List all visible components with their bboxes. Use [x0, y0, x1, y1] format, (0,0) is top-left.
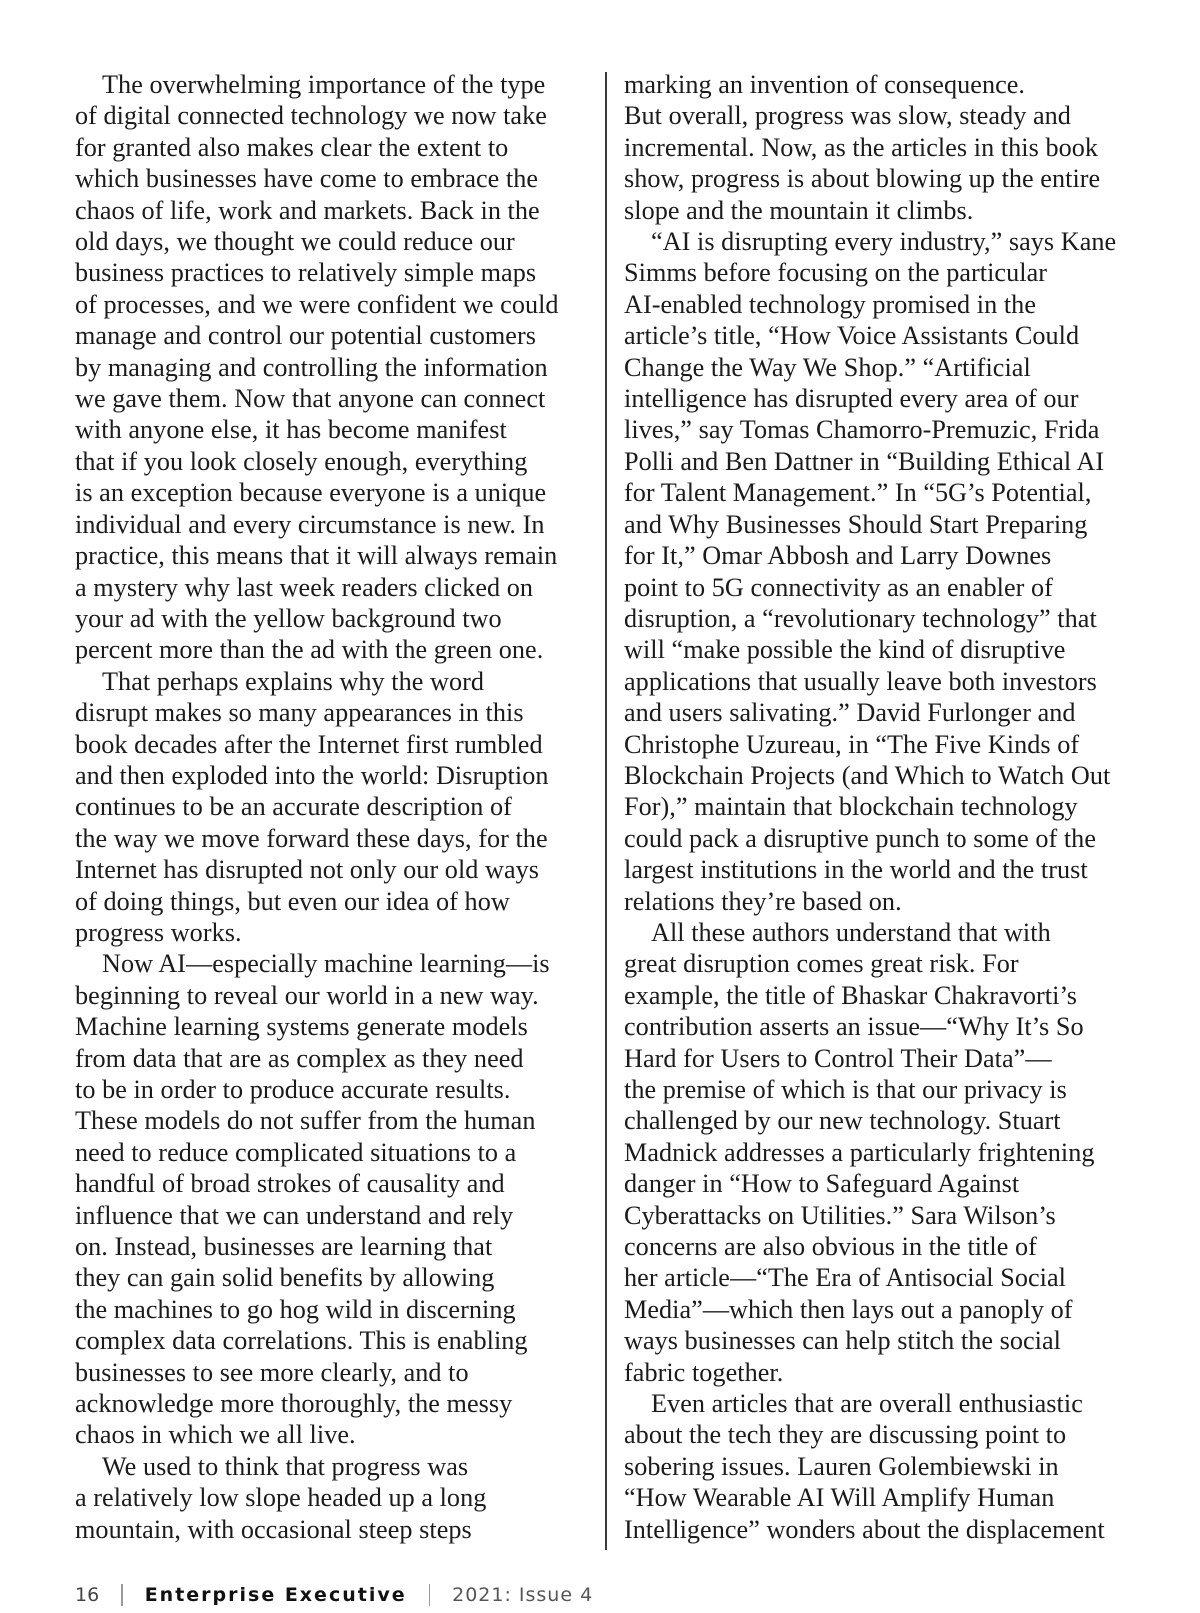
text-line: practice, this means that it will always remain	[75, 541, 558, 571]
text-line: of digital connected technology we now take	[75, 101, 547, 131]
text-line: by managing and controlling the information	[75, 352, 548, 382]
text-line: fabric together.	[624, 1357, 784, 1387]
text-line: The overwhelming importance of the type	[102, 70, 546, 99]
text-line: individual and every circumstance is new. In	[75, 509, 545, 539]
paragraph	[75, 666, 585, 949]
text-line: from data that are as complex as they need	[75, 1043, 524, 1073]
paragraph	[624, 917, 1144, 1388]
text-line: Machine learning systems generate models	[75, 1012, 528, 1042]
text-line: a mystery why last week readers clicked on	[75, 572, 534, 602]
text-line: for It,” Omar Abbosh and Larry Downes	[624, 541, 1052, 571]
text-line: great disruption comes great risk. For	[624, 949, 1019, 979]
text-line: a relatively low slope headed up a long	[75, 1483, 487, 1513]
text-line: largest institutions in the world and the trust	[624, 855, 1088, 885]
text-line: complex data correlations. This is enabling	[75, 1326, 528, 1356]
text-line: Cyberattacks on Utilities.” Sara Wilson’s	[624, 1200, 1056, 1230]
text-line: progress works.	[75, 917, 242, 947]
text-line: percent more than the ad with the green one.	[75, 635, 544, 665]
text-line: challenged by our new technology. Stuart	[624, 1106, 1061, 1136]
text-line: need to reduce complicated situations to a	[75, 1137, 517, 1167]
text-line: example, the title of Bhaskar Chakravorti’s	[624, 980, 1078, 1010]
text-line: ways businesses can help stitch the social	[624, 1326, 1062, 1356]
text-line: could pack a disruptive punch to some of the	[624, 823, 1097, 853]
text-line: Now AI—especially machine learning—is	[102, 949, 550, 979]
text-line: relations they’re based on.	[624, 886, 902, 916]
paragraph	[624, 1388, 1144, 1545]
text-line: to be in order to produce accurate results.	[75, 1075, 511, 1104]
text-line: that if you look closely enough, everything	[75, 446, 528, 476]
text-line: Polli and Ben Dattner in “Building Ethical AI	[624, 446, 1105, 476]
text-line: on. Instead, businesses are learning that	[75, 1232, 493, 1262]
paragraph	[75, 69, 585, 666]
text-line: We used to think that progress was	[102, 1451, 469, 1481]
publication-name: Enterprise Executive	[144, 1584, 407, 1606]
text-line: mountain, with occasional steep steps	[75, 1514, 472, 1544]
text-line: concerns are also obvious in the title of	[624, 1232, 1037, 1262]
footer-divider	[429, 1584, 431, 1606]
text-line: chaos in which we all live.	[75, 1420, 356, 1450]
text-line: These models do not suffer from the human	[75, 1106, 536, 1136]
text-line: Media”—which then lays out a panoply of	[624, 1294, 1073, 1324]
text-line: chaos of life, work and markets. Back in the	[75, 195, 540, 225]
text-line: manage and control our potential customers	[75, 321, 536, 351]
text-line: For),” maintain that blockchain technology	[624, 792, 1078, 822]
text-line: lives,” say Tomas Chamorro-Premuzic, Frida	[624, 415, 1100, 445]
text-line: “AI is disrupting every industry,” says Kane	[651, 227, 1117, 257]
text-line: article’s title, “How Voice Assistants Could	[624, 321, 1080, 351]
text-line: handful of broad strokes of causality and	[75, 1169, 505, 1199]
text-line: with anyone else, it has become manifest	[75, 415, 507, 445]
text-line: acknowledge more thoroughly, the messy	[75, 1389, 513, 1419]
text-line: and users salivating.” David Furlonger and	[624, 698, 1076, 728]
text-line: old days, we thought we could reduce our	[75, 227, 515, 257]
text-line: they can gain solid benefits by allowing	[75, 1263, 495, 1293]
text-line: businesses to see more clearly, and to	[75, 1357, 469, 1387]
text-line: about the tech they are discussing point to	[624, 1420, 1067, 1450]
column-divider	[605, 72, 607, 1550]
text-line: intelligence has disrupted every area of our	[624, 384, 1079, 414]
text-line: for Talent Management.” In “5G’s Potential,	[624, 478, 1092, 508]
text-line: your ad with the yellow background two	[75, 603, 502, 633]
text-line: and then exploded into the world: Disruption	[75, 760, 549, 790]
text-line: All these authors understand that with	[651, 917, 1051, 947]
left-column	[75, 69, 585, 1545]
text-line: her article—“The Era of Antisocial Social	[624, 1263, 1066, 1293]
text-line: beginning to reveal our world in a new way.	[75, 980, 539, 1010]
text-line: disrupt makes so many appearances in this	[75, 698, 524, 728]
page-number: 16	[75, 1584, 100, 1606]
text-line: influence that we can understand and rely	[75, 1200, 514, 1230]
text-line: applications that usually leave both investors	[624, 666, 1097, 696]
text-line: Hard for Users to Control Their Data”—	[624, 1043, 1052, 1073]
text-line: Simms before focusing on the particular	[624, 258, 1048, 288]
text-line: That perhaps explains why the word	[102, 666, 485, 696]
footer-divider	[121, 1584, 123, 1606]
text-line: is an exception because everyone is a unique	[75, 478, 547, 508]
text-line: Change the Way We Shop.” “Artificial	[624, 352, 1031, 382]
text-line: slope and the mountain it climbs.	[624, 195, 974, 225]
paragraph	[624, 69, 1144, 226]
text-line: and Why Businesses Should Start Preparing	[624, 509, 1088, 539]
text-line: Blockchain Projects (and Which to Watch Out	[624, 760, 1111, 790]
text-line: Even articles that are overall enthusiastic	[651, 1389, 1083, 1419]
text-line: But overall, progress was slow, steady and	[624, 101, 1071, 131]
text-line: AI-enabled technology promised in the	[624, 289, 1037, 319]
text-line: Madnick addresses a particularly frightening	[624, 1137, 1095, 1167]
text-line: the way we move forward these days, for the	[75, 823, 548, 853]
text-line: of doing things, but even our idea of how	[75, 886, 510, 916]
text-line: show, progress is about blowing up the entire	[624, 164, 1101, 194]
text-line: business practices to relatively simple maps	[75, 258, 537, 288]
text-line: “How Wearable AI Will Amplify Human	[624, 1483, 1055, 1513]
text-line: for granted also makes clear the extent to	[75, 132, 509, 162]
text-line: Intelligence” wonders about the displacement	[624, 1514, 1105, 1544]
text-line: continues to be an accurate description of	[75, 792, 512, 822]
paragraph	[75, 948, 585, 1451]
text-line: Internet has disrupted not only our old ways	[75, 855, 540, 885]
text-line: danger in “How to Safeguard Against	[624, 1169, 1020, 1199]
paragraph	[75, 1451, 585, 1545]
text-line: contribution asserts an issue—“Why It’s So	[624, 1012, 1084, 1042]
text-line: which businesses have come to embrace the	[75, 164, 539, 194]
text-line: of processes, and we were confident we could	[75, 289, 559, 319]
text-line: the machines to go hog wild in discerning	[75, 1294, 516, 1324]
text-line: the premise of which is that our privacy is	[624, 1075, 1067, 1104]
text-line: sobering issues. Lauren Golembiewski in	[624, 1451, 1059, 1481]
issue-label: 2021: Issue 4	[452, 1584, 594, 1606]
text-line: disruption, a “revolutionary technology” that	[624, 603, 1097, 633]
text-line: will “make possible the kind of disruptive	[624, 635, 1066, 665]
text-line: Christophe Uzureau, in “The Five Kinds of	[624, 729, 1080, 759]
page-footer	[75, 1580, 593, 1610]
text-line: marking an invention of consequence.	[624, 70, 1026, 99]
text-line: incremental. Now, as the articles in this book	[624, 132, 1099, 162]
text-line: we gave them. Now that anyone can connect	[75, 384, 546, 414]
text-line: book decades after the Internet first rumbled	[75, 729, 543, 759]
right-column	[624, 69, 1144, 1545]
text-line: point to 5G connectivity as an enabler of	[624, 572, 1053, 602]
paragraph	[624, 226, 1144, 917]
